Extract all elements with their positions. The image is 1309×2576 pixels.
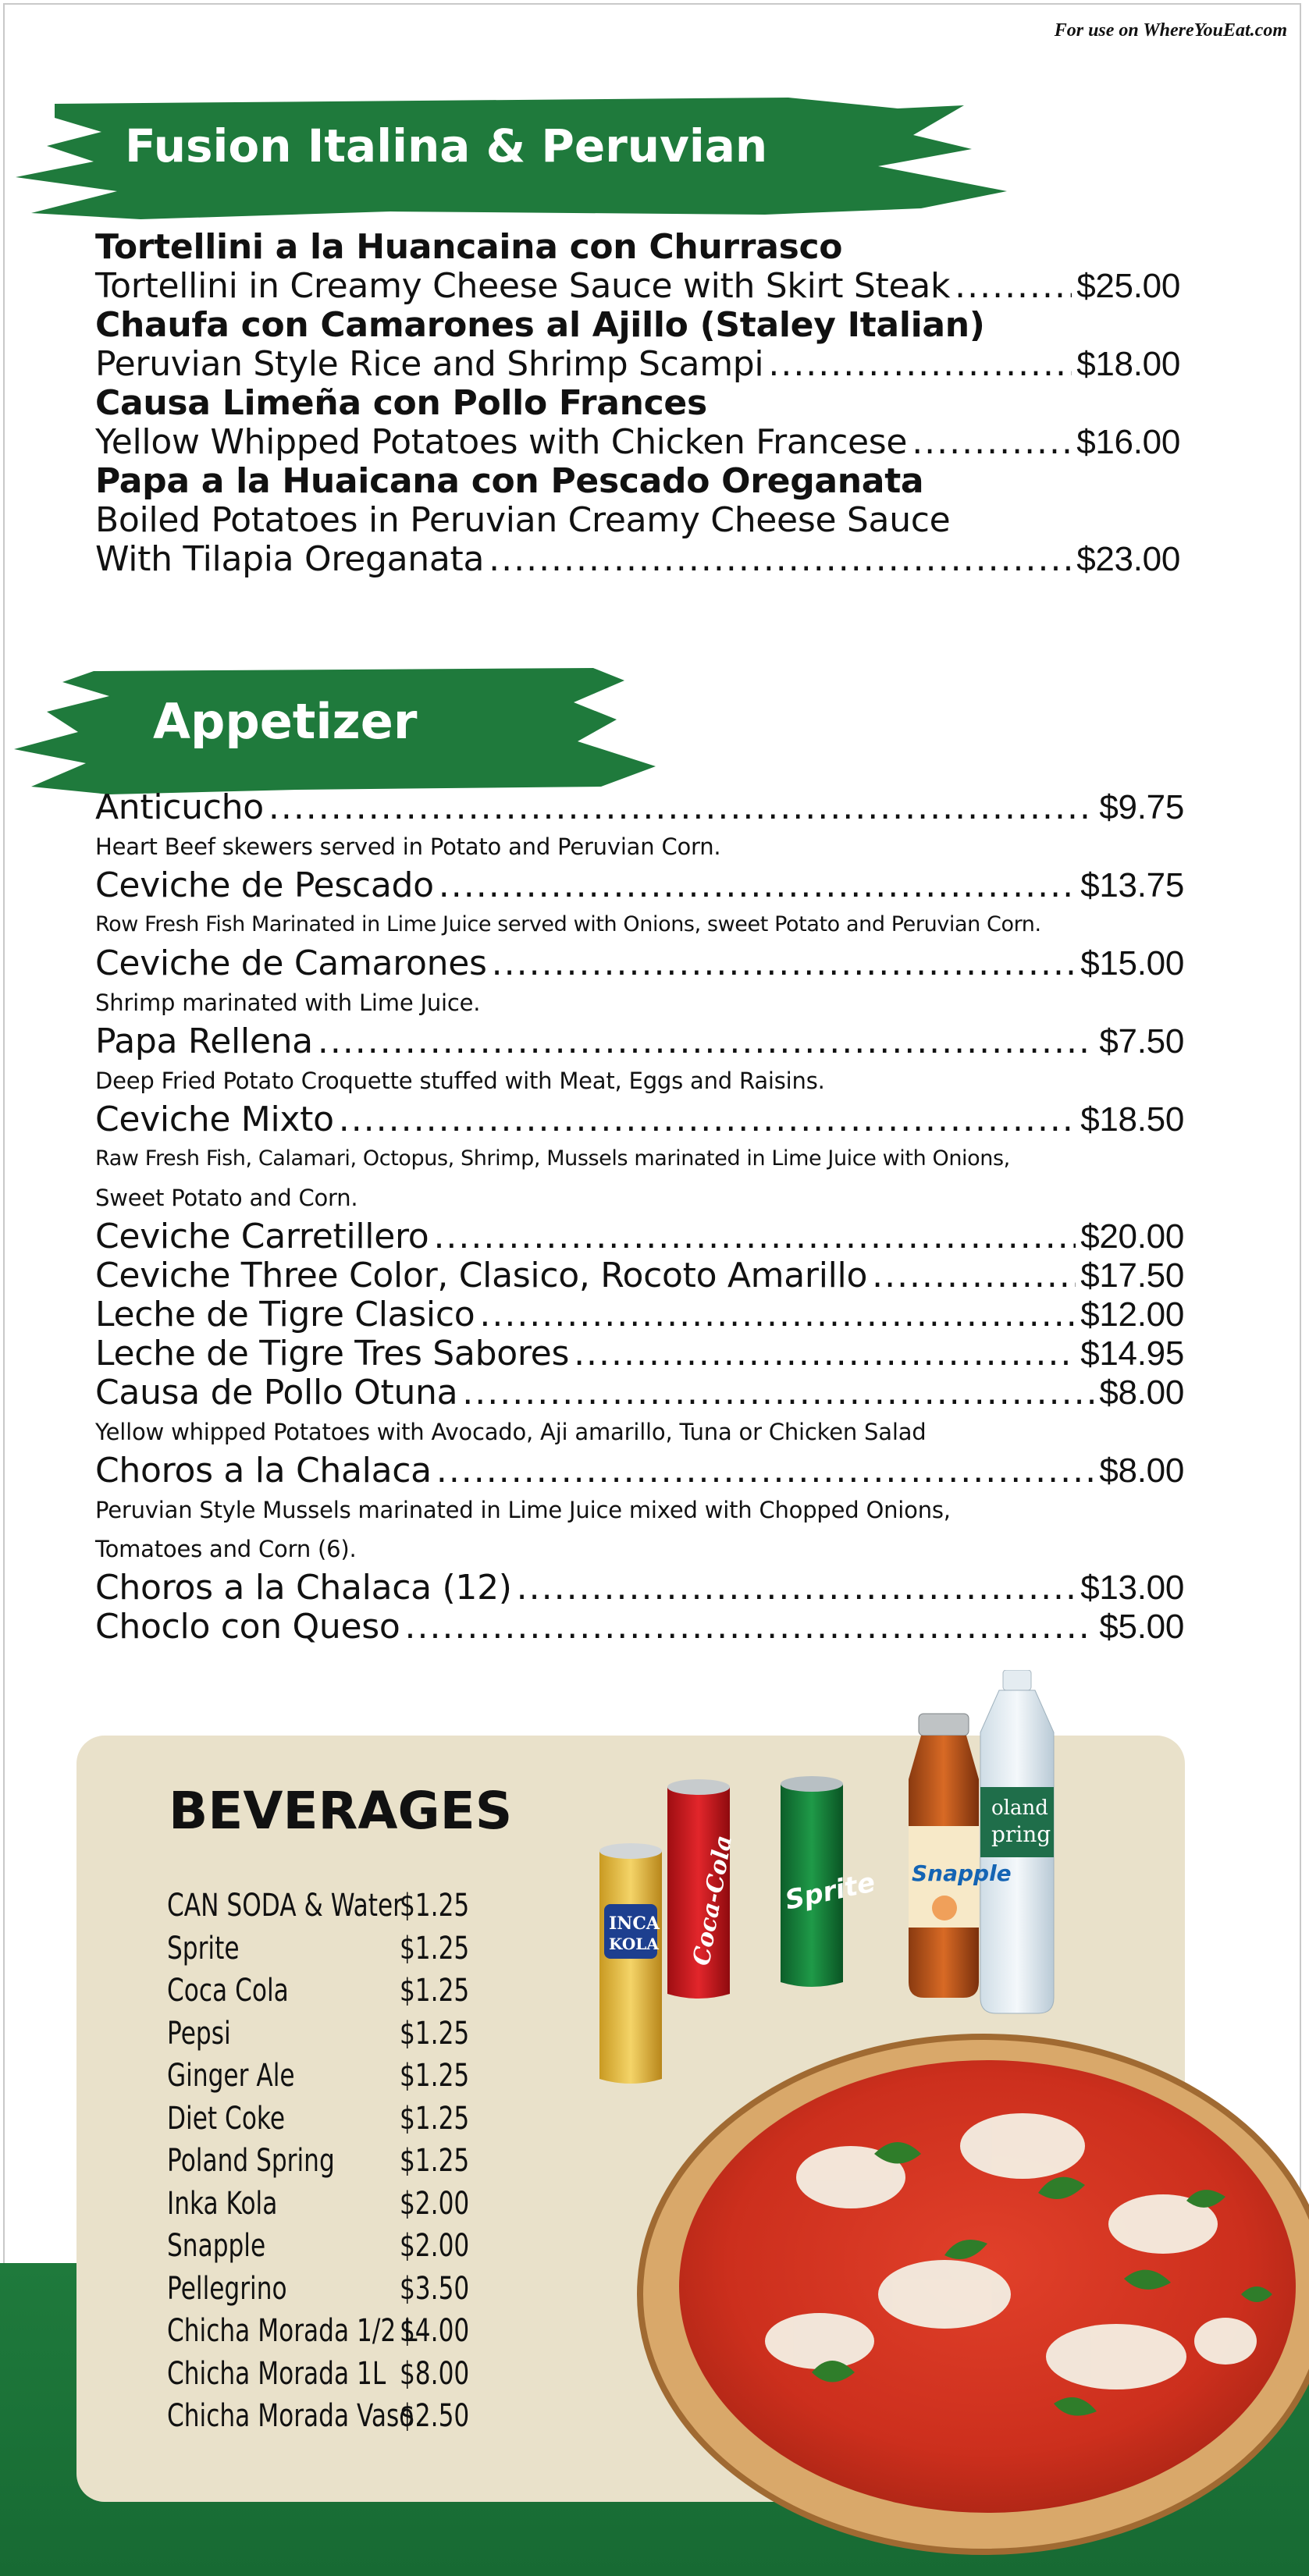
svg-text:Snapple: Snapple	[912, 1860, 1012, 1886]
svg-text:pring: pring	[991, 1821, 1051, 1847]
beverage-name: Chicha Morada 1L	[167, 2355, 386, 2392]
beverage-row	[167, 1928, 557, 1970]
dish-description: Tortellini in Creamy Cheese Sauce with Skirt Steak	[95, 266, 951, 306]
appetizer-item	[95, 944, 1184, 983]
appetizer-banner	[0, 657, 663, 798]
fusion-item	[95, 384, 1188, 462]
source-note: For use on WhereYouEat.com	[1054, 20, 1287, 41]
dish-price: $13.75	[1080, 866, 1184, 904]
dish-price: $18.00	[1076, 345, 1180, 383]
appetizer-item	[95, 1373, 1184, 1412]
appetizer-item	[95, 1256, 1184, 1295]
fusion-items	[95, 228, 1188, 579]
dish-line	[95, 267, 1180, 306]
beverage-price: $1.25	[399, 1973, 470, 2009]
beverage-name: Poland Spring	[167, 2143, 335, 2180]
appetizer-items	[95, 788, 1188, 1647]
leader-dots	[574, 1334, 1076, 1373]
dish-price: $17.50	[1080, 1256, 1184, 1295]
section-title-beverages: BEVERAGES	[169, 1781, 513, 1841]
leader-dots	[955, 267, 1072, 306]
beverage-row	[167, 2013, 557, 2055]
beverage-row	[167, 2140, 557, 2183]
beverage-price: $4.00	[399, 2313, 470, 2350]
beverage-row	[167, 2225, 557, 2268]
dish-name: Anticucho	[95, 787, 264, 827]
beverage-row	[167, 2310, 557, 2353]
beverage-price: $1.25	[399, 2015, 470, 2052]
appetizer-item	[95, 1217, 1184, 1256]
leader-dots	[479, 1295, 1076, 1334]
beverage-name: CAN SODA & Water	[167, 1888, 403, 1924]
beverage-name: Diet Coke	[167, 2100, 286, 2137]
dish-name: Ceviche Mixto	[95, 1100, 334, 1139]
coca-cola-can	[667, 1779, 738, 1999]
fusion-item	[95, 462, 1188, 579]
beverage-row	[167, 1885, 557, 1928]
dish-price: $16.00	[1076, 423, 1180, 461]
sprite-can	[781, 1776, 878, 1987]
pizza-image	[617, 1967, 1309, 2575]
beverage-name: Coca Cola	[167, 1973, 289, 2009]
dish-price: $8.00	[1099, 1451, 1184, 1490]
beverage-name: Pellegrino	[167, 2270, 287, 2307]
beverage-name: Chicha Morada 1/2 L	[167, 2313, 418, 2350]
dish-name: Papa Rellena	[95, 1022, 313, 1061]
dish-description: Yellow whipped Potatoes with Avocado, Aji amarillo, Tuna or Chicken Salad	[95, 1419, 927, 1445]
dish-description: Peruvian Style Mussels marinated in Lime Juice mixed with Chopped Onions,	[95, 1497, 951, 1523]
leader-dots	[339, 1100, 1076, 1139]
leader-dots	[269, 788, 1095, 827]
dish-price: $5.00	[1099, 1608, 1184, 1646]
leader-dots	[489, 540, 1072, 579]
leader-dots	[436, 1451, 1095, 1491]
leader-dots	[517, 1569, 1076, 1608]
appetizer-item	[95, 1608, 1184, 1647]
dish-description: Heart Beef skewers served in Potato and Peruvian Corn.	[95, 833, 721, 860]
dish-name: Ceviche Three Color, Clasico, Rocoto Amarillo	[95, 1256, 868, 1295]
dish-name: Ceviche Carretillero	[95, 1217, 429, 1256]
leader-dots	[433, 1217, 1076, 1256]
leader-dots	[768, 345, 1072, 384]
dish-name: Papa a la Huaicana con Pescado Oreganata	[95, 461, 924, 501]
dish-description: Sweet Potato and Corn.	[95, 1185, 358, 1211]
dish-price: $13.00	[1080, 1569, 1184, 1607]
svg-text:INCA: INCA	[609, 1913, 660, 1934]
beverage-name: Chicha Morada Vaso	[167, 2398, 414, 2435]
beverage-name: Inka Kola	[167, 2185, 278, 2222]
fusion-item	[95, 228, 1188, 306]
leader-dots	[462, 1373, 1094, 1412]
beverage-price: $1.25	[399, 2100, 470, 2137]
dish-price: $12.00	[1080, 1295, 1184, 1334]
fusion-item	[95, 306, 1188, 384]
dish-price: $9.75	[1099, 788, 1184, 826]
dish-price: $14.95	[1080, 1334, 1184, 1373]
dish-description: Peruvian Style Rice and Shrimp Scampi	[95, 344, 764, 384]
water-bottle	[980, 1670, 1054, 2013]
dish-price: $15.00	[1080, 944, 1184, 982]
beverage-price: $1.25	[399, 1930, 470, 1967]
dish-price: $23.00	[1076, 540, 1180, 578]
svg-text:Sprite: Sprite	[782, 1867, 878, 1917]
beverage-row	[167, 2353, 557, 2396]
beverage-row	[167, 1970, 557, 2013]
fusion-banner	[0, 74, 1015, 222]
appetizer-item	[95, 1569, 1184, 1608]
leader-dots	[912, 423, 1072, 462]
appetizer-item	[95, 1451, 1184, 1491]
dish-name: Leche de Tigre Clasico	[95, 1295, 475, 1334]
dish-line	[95, 345, 1180, 384]
appetizer-item	[95, 1334, 1184, 1373]
beverage-row	[167, 2183, 557, 2226]
dish-name: Choclo con Queso	[95, 1607, 400, 1647]
dish-description: Yellow Whipped Potatoes with Chicken Francese	[95, 422, 908, 462]
dish-line	[95, 540, 1180, 579]
dish-price: $8.00	[1099, 1373, 1184, 1412]
dish-price: $7.50	[1099, 1022, 1184, 1061]
leader-dots	[492, 944, 1076, 983]
appetizer-item	[95, 866, 1184, 905]
dish-name: Tortellini a la Huancaina con Churrasco	[95, 227, 843, 267]
svg-text:KOLA: KOLA	[609, 1935, 659, 1953]
leader-dots	[439, 866, 1076, 905]
dish-name: Ceviche de Pescado	[95, 865, 434, 905]
beverage-price: $8.00	[399, 2355, 470, 2392]
dish-description: Deep Fried Potato Croquette stuffed with Meat, Eggs and Raisins.	[95, 1068, 825, 1094]
dish-price: $20.00	[1080, 1217, 1184, 1256]
dish-name: Causa Limeña con Pollo Frances	[95, 383, 707, 423]
beverage-price: $1.25	[399, 1888, 470, 1924]
beverage-price: $3.50	[399, 2270, 470, 2307]
appetizer-item	[95, 1022, 1184, 1061]
dish-description: Shrimp marinated with Lime Juice.	[95, 990, 481, 1016]
leader-dots	[318, 1022, 1095, 1061]
beverage-price: $1.25	[399, 2143, 470, 2180]
leader-dots	[872, 1256, 1076, 1295]
beverage-name: Snapple	[167, 2228, 266, 2265]
dish-price: $18.50	[1080, 1100, 1184, 1139]
dish-name: Chaufa con Camarones al Ajillo (Staley Italian)	[95, 305, 985, 345]
beverage-name: Pepsi	[167, 2015, 231, 2052]
appetizer-item	[95, 788, 1184, 827]
svg-text:oland: oland	[991, 1796, 1048, 1820]
svg-text:Coca-Cola: Coca-Cola	[688, 1833, 738, 1968]
section-title-fusion: Fusion Italina & Peruvian	[125, 119, 768, 172]
dish-description: With Tilapia Oreganata	[95, 539, 485, 579]
dish-description: Raw Fresh Fish, Calamari, Octopus, Shrimp, Mussels marinated in Lime Juice with Onions,	[95, 1146, 1010, 1171]
beverage-row	[167, 2268, 557, 2311]
beverage-row	[167, 2055, 557, 2098]
beverage-row	[167, 2395, 557, 2438]
dish-name: Choros a la Chalaca (12)	[95, 1568, 512, 1608]
leader-dots	[404, 1608, 1094, 1647]
dish-line	[95, 423, 1180, 462]
dish-name: Leche de Tigre Tres Sabores	[95, 1334, 570, 1373]
section-title-appetizer: Appetizer	[153, 693, 418, 750]
dish-description: Tomatoes and Corn (6).	[95, 1536, 357, 1562]
dish-name: Choros a la Chalaca	[95, 1451, 432, 1491]
beverage-name: Sprite	[167, 1930, 240, 1967]
beverage-price: $2.00	[399, 2185, 470, 2222]
beverage-list	[167, 1885, 557, 2438]
dish-name: Ceviche de Camarones	[95, 943, 487, 983]
beverage-name: Ginger Ale	[167, 2058, 295, 2095]
dish-description: Boiled Potatoes in Peruvian Creamy Cheese Sauce	[95, 500, 951, 540]
dish-price: $25.00	[1076, 267, 1180, 305]
beverage-price: $1.25	[399, 2058, 470, 2095]
beverage-price: $2.50	[399, 2398, 470, 2435]
beverage-price: $2.00	[399, 2228, 470, 2265]
dish-name: Causa de Pollo Otuna	[95, 1373, 458, 1412]
appetizer-item	[95, 1100, 1184, 1139]
appetizer-item	[95, 1295, 1184, 1334]
beverage-row	[167, 2098, 557, 2141]
dish-description: Row Fresh Fish Marinated in Lime Juice served with Onions, sweet Potato and Peruvian Corn.	[95, 912, 1041, 936]
